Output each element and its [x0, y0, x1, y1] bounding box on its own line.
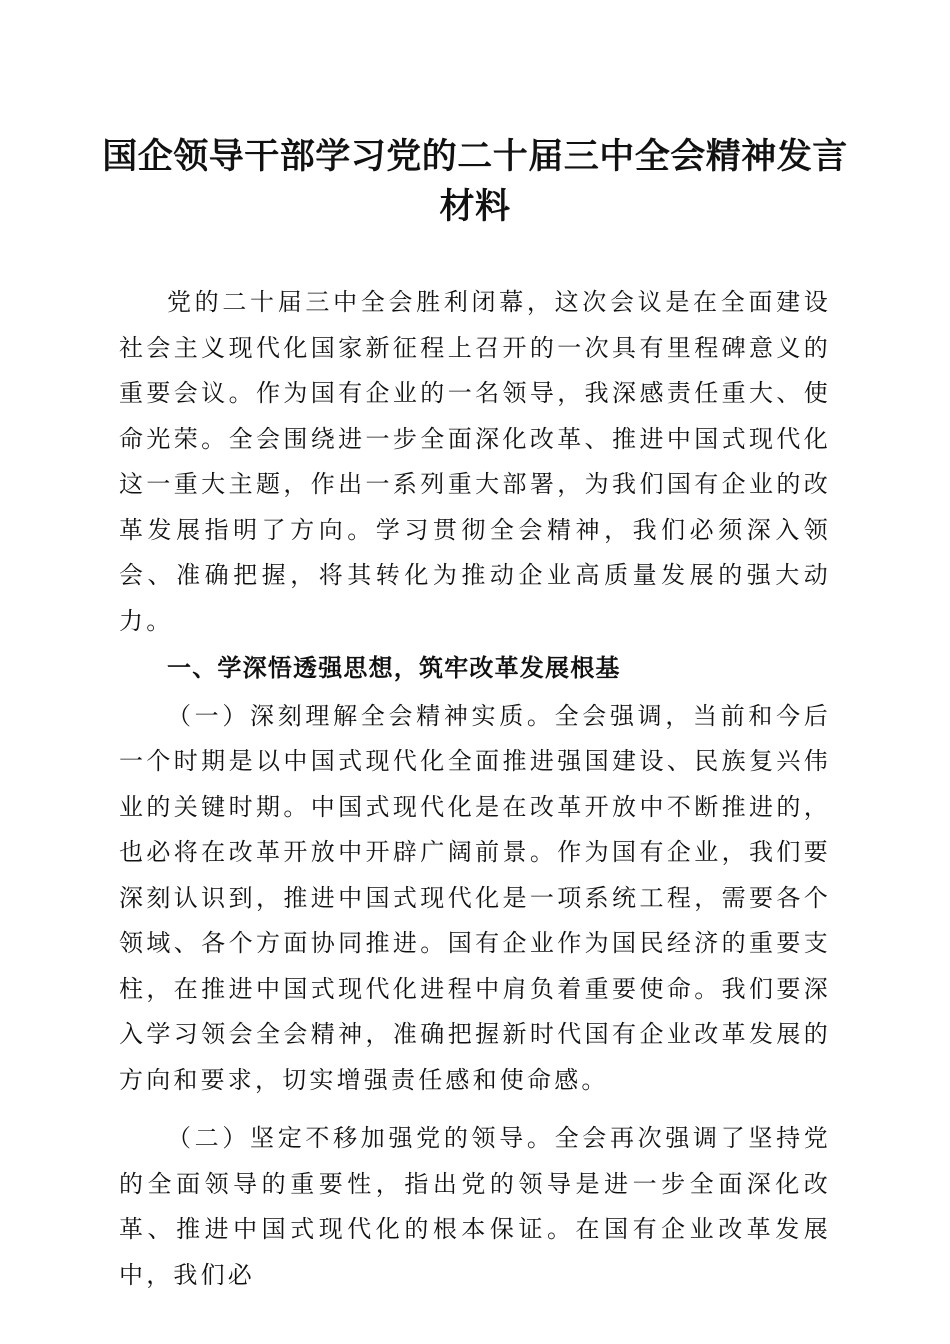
section-heading-1: 一、学深悟透强思想，筑牢改革发展根基	[167, 654, 621, 682]
document-body	[119, 280, 831, 1298]
subsection-paragraph-1: （一）深刻理解全会精神实质。全会强调，当前和今后一个时期是以中国式现代化全面推进强国建设、民族复兴伟业的关键时期。中国式现代化是在改革开放中不断推进的，也必将在改革开放中开辟广阔前景。作为国有企业，我们要深刻认识到，推进中国式现代化是一项系统工程，需要各个领域、各个方面协同推进。国有企业作为国民经济的重要支柱，在推进中国式现代化进程中肩负着重要使命。我们要深入学习领会全会精神，准确把握新时代国有企业改革发展的方向和要求，切实增强责任感和使命感。	[119, 701, 831, 1094]
intro-paragraph: 党的二十届三中全会胜利闭幕，这次会议是在全面建设社会主义现代化国家新征程上召开的一次具有里程碑意义的重要会议。作为国有企业的一名领导，我深感责任重大、使命光荣。全会围绕进一步全面深化改革、推进中国式现代化这一重大主题，作出一系列重大部署，为我们国有企业的改革发展指明了方向。学习贯彻全会精神，我们必须深入领会、准确把握，将其转化为推动企业高质量发展的强大动力。	[119, 288, 831, 635]
subsection-paragraph-2: （二）坚定不移加强党的领导。全会再次强调了坚持党的全面领导的重要性，指出党的领导是进一步全面深化改革、推进中国式现代化的根本保证。在国有企业改革发展中，我们必	[119, 1124, 831, 1289]
document-title: 国企领导干部学习党的二十届三中全会精神发言材料	[102, 136, 848, 227]
